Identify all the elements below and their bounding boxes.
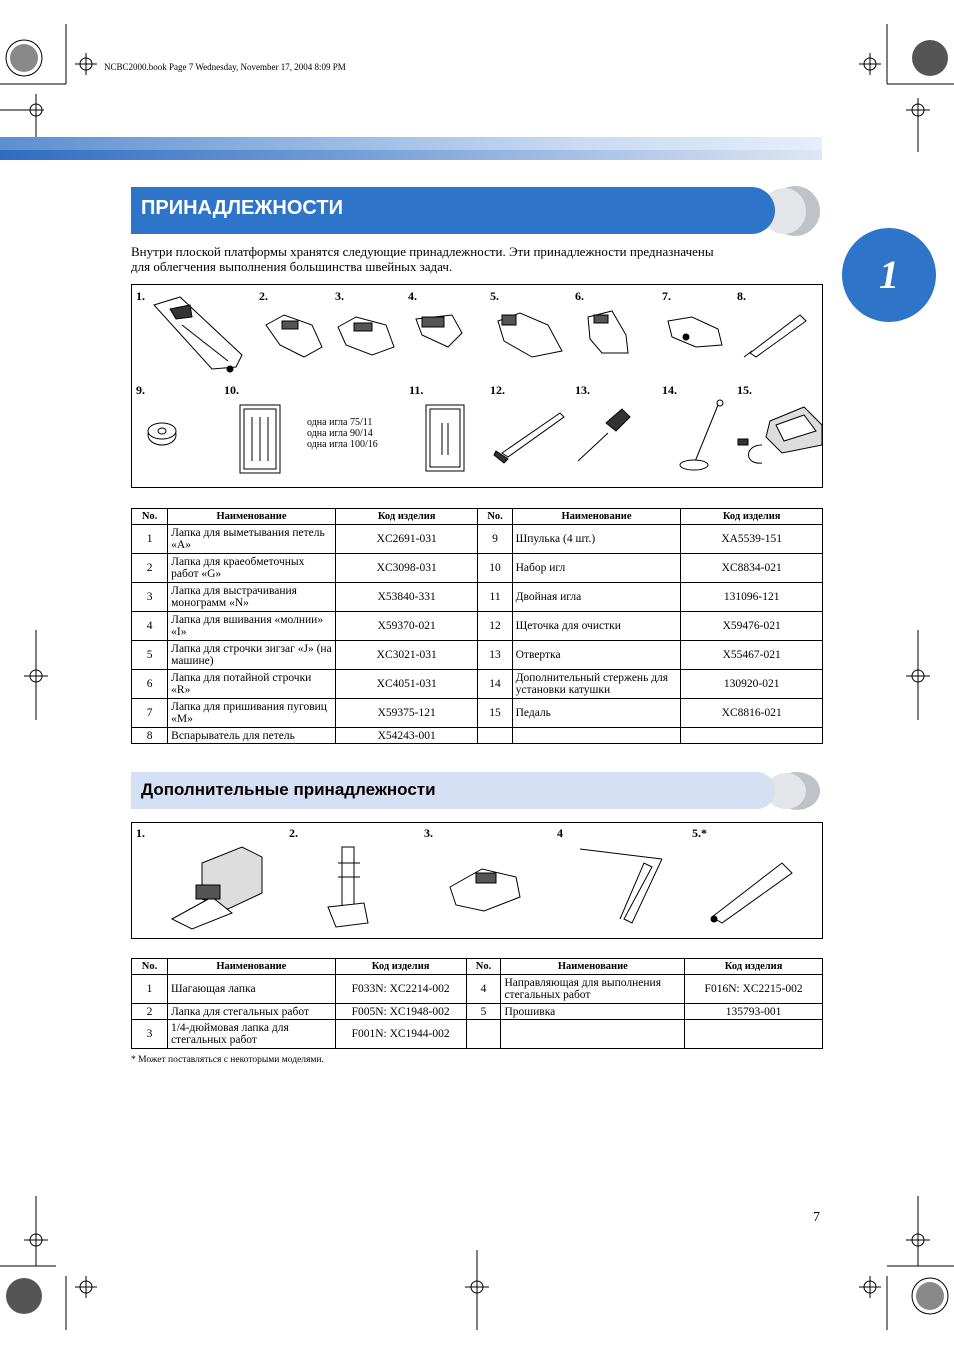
intro-paragraph — [131, 244, 821, 274]
cleaning-brush-icon — [494, 413, 564, 463]
table-cell: Лапка для строчки зигзаг «J» (на машине) — [168, 641, 336, 670]
col-header: Наименование — [501, 959, 685, 975]
accessory-illustrations — [132, 285, 822, 487]
twin-needle-icon — [426, 405, 464, 471]
table-cell: X59370-021 — [335, 612, 478, 641]
satin-foot-icon — [498, 313, 562, 357]
table-cell: Двойная игла — [512, 583, 681, 612]
screwdriver-icon — [578, 409, 630, 461]
table-cell: Лапка для выметывания петель «А» — [168, 525, 336, 554]
table-cell: XC8834-021 — [681, 554, 823, 583]
col-header: Код изделия — [685, 959, 823, 975]
awl-icon — [711, 863, 792, 923]
table-cell: X59375-121 — [335, 699, 478, 728]
optional-accessories-table — [131, 958, 823, 1049]
table-cell: X59476-021 — [681, 612, 823, 641]
table-cell: Шагающая лапка — [167, 975, 335, 1004]
figure-label: 4. — [408, 289, 417, 303]
col-header: No. — [478, 509, 512, 525]
col-header: No. — [132, 959, 168, 975]
table-cell: Набор игл — [512, 554, 681, 583]
table-row — [132, 975, 823, 1004]
needle-note: одна игла 75/11 — [307, 417, 373, 428]
table-row — [132, 583, 823, 612]
section-title: ПРИНАДЛЕЖНОСТИ — [141, 197, 343, 219]
figure-label: 4 — [557, 826, 563, 840]
table-cell: 4 — [132, 612, 168, 641]
quilting-guide-icon — [580, 849, 662, 923]
accessories-figure — [131, 284, 823, 488]
table-cell: 2 — [132, 554, 168, 583]
table-cell: 13 — [478, 641, 512, 670]
table-cell: XC8816-021 — [681, 699, 823, 728]
table-row — [132, 554, 823, 583]
table-cell: XA5539-151 — [681, 525, 823, 554]
table-header-row — [132, 509, 823, 525]
accessories-table — [131, 508, 823, 744]
col-header: Наименование — [168, 509, 336, 525]
figure-label: 6. — [575, 289, 584, 303]
table-cell: 4 — [466, 975, 501, 1004]
figure-label: 13. — [575, 383, 590, 397]
figure-label: 2. — [289, 826, 298, 840]
col-header: Наименование — [167, 959, 335, 975]
page-number: 7 — [813, 1210, 820, 1225]
table-cell: 1 — [132, 525, 168, 554]
table-cell: 12 — [478, 612, 512, 641]
table-cell: 5 — [132, 641, 168, 670]
zigzag-foot-icon — [266, 315, 322, 357]
col-header: Код изделия — [335, 509, 478, 525]
figure-label: 1. — [136, 289, 145, 303]
table-cell: 10 — [478, 554, 512, 583]
figure-label: 9. — [136, 383, 145, 397]
table-cell: Шпулька (4 шт.) — [512, 525, 681, 554]
table-cell: Лапка для пришивания пуговиц «M» — [168, 699, 336, 728]
figure-label: 2. — [259, 289, 268, 303]
monogram-foot-icon — [338, 317, 394, 355]
table-cell: Прошивка — [501, 1004, 685, 1020]
table-row — [132, 1020, 823, 1049]
needle-set-icon — [240, 405, 280, 473]
table-cell: XC2691-031 — [335, 525, 478, 554]
col-header: No. — [466, 959, 501, 975]
figure-label: 14. — [662, 383, 677, 397]
table-header-row — [132, 959, 823, 975]
blind-stitch-foot-icon — [588, 311, 628, 353]
spool-pin-icon — [680, 400, 723, 470]
table-cell: 8 — [132, 728, 168, 744]
table-cell: F016N: XC2215-002 — [685, 975, 823, 1004]
table-cell: X53840-331 — [335, 583, 478, 612]
col-header: Наименование — [512, 509, 681, 525]
table-cell: Направляющая для выполнения стегальных работ — [501, 975, 685, 1004]
quilting-foot-icon — [328, 847, 368, 927]
intro-line-1: Внутри плоской платформы хранятся следующие принадлежности. Эти принадлежности предназначены — [131, 244, 714, 259]
table-cell: Щеточка для очистки — [512, 612, 681, 641]
table-cell: 9 — [478, 525, 512, 554]
table-cell: 11 — [478, 583, 512, 612]
optional-accessory-illustrations — [132, 823, 822, 938]
seam-ripper-icon — [744, 315, 806, 357]
table-cell — [512, 728, 681, 744]
table-cell: XC3098-031 — [335, 554, 478, 583]
table-cell: 130920-021 — [681, 670, 823, 699]
zipper-foot-icon — [416, 315, 462, 347]
figure-label: 3. — [335, 289, 344, 303]
table-cell — [466, 1020, 501, 1049]
table-cell: Лапка для вшивания «молнии» «I» — [168, 612, 336, 641]
figure-label: 5.* — [692, 826, 707, 840]
table-row — [132, 612, 823, 641]
optional-accessories-figure — [131, 822, 823, 939]
table-cell: Отвертка — [512, 641, 681, 670]
intro-line-2: для облегчения выполнения большинства швейных задач. — [131, 259, 453, 274]
table-cell: 15 — [478, 699, 512, 728]
quarter-inch-foot-icon — [450, 869, 520, 911]
figure-label: 1. — [136, 826, 145, 840]
table-cell: 7 — [132, 699, 168, 728]
col-header: Код изделия — [335, 959, 466, 975]
col-header: No. — [132, 509, 168, 525]
table-cell: F033N: XC2214-002 — [335, 975, 466, 1004]
walking-foot-icon — [172, 847, 262, 929]
table-cell: Педаль — [512, 699, 681, 728]
table-cell: F001N: XC1944-002 — [335, 1020, 466, 1049]
table-cell — [681, 728, 823, 744]
table-cell: F005N: XC1948-002 — [335, 1004, 466, 1020]
table-row — [132, 525, 823, 554]
table-cell: 1/4-дюймовая лапка для стегальных работ — [167, 1020, 335, 1049]
table-cell — [685, 1020, 823, 1049]
table-cell: Дополнительный стержень для установки катушки — [512, 670, 681, 699]
table-cell: 5 — [466, 1004, 501, 1020]
needle-note: одна игла 100/16 — [307, 439, 378, 450]
table-cell: XC3021-031 — [335, 641, 478, 670]
chapter-badge: 1 — [842, 228, 936, 322]
bobbin-icon — [148, 423, 176, 445]
table-cell: 14 — [478, 670, 512, 699]
buttonhole-foot-icon — [154, 297, 242, 372]
figure-label: 11. — [409, 383, 424, 397]
table-cell: 1 — [132, 975, 168, 1004]
table-row — [132, 728, 823, 744]
section-title-bar — [131, 187, 775, 234]
table-cell: 3 — [132, 1020, 168, 1049]
table-cell: X55467-021 — [681, 641, 823, 670]
table-cell — [501, 1020, 685, 1049]
table-cell: Вспарыватель для петель — [168, 728, 336, 744]
table-cell: Лапка для выстрачивания монограмм «N» — [168, 583, 336, 612]
header-gradient-bar-lower — [0, 150, 822, 160]
figure-label: 10. — [224, 383, 239, 397]
table-row — [132, 1004, 823, 1020]
figure-label: 8. — [737, 289, 746, 303]
table-cell: Лапка для потайной строчки «R» — [168, 670, 336, 699]
table-cell: XC4051-031 — [335, 670, 478, 699]
table-cell — [478, 728, 512, 744]
button-foot-icon — [668, 317, 722, 347]
table-cell: 3 — [132, 583, 168, 612]
table-cell: X54243-001 — [335, 728, 478, 744]
table-cell: 6 — [132, 670, 168, 699]
figure-label: 7. — [662, 289, 671, 303]
table-row — [132, 670, 823, 699]
foot-controller-icon — [738, 407, 822, 463]
figure-label: 3. — [424, 826, 433, 840]
footnote: * Может поставляться с некоторыми моделями. — [131, 1055, 324, 1065]
table-row — [132, 641, 823, 670]
col-header: Код изделия — [681, 509, 823, 525]
table-cell: 131096-121 — [681, 583, 823, 612]
needle-notes — [307, 417, 378, 450]
table-cell: Лапка для стегальных работ — [167, 1004, 335, 1020]
table-cell: 135793-001 — [685, 1004, 823, 1020]
table-row — [132, 699, 823, 728]
needle-note: одна игла 90/14 — [307, 428, 373, 439]
subsection-title: Дополнительные принадлежности — [141, 780, 436, 799]
table-cell: 2 — [132, 1004, 168, 1020]
table-cell: Лапка для краеобметочных работ «G» — [168, 554, 336, 583]
print-header-line: NCBC2000.book Page 7 Wednesday, November 17, 2004 8:09 PM — [104, 62, 346, 72]
figure-label: 5. — [490, 289, 499, 303]
figure-label: 12. — [490, 383, 505, 397]
figure-label: 15. — [737, 383, 752, 397]
subsection-title-bar — [131, 772, 775, 809]
